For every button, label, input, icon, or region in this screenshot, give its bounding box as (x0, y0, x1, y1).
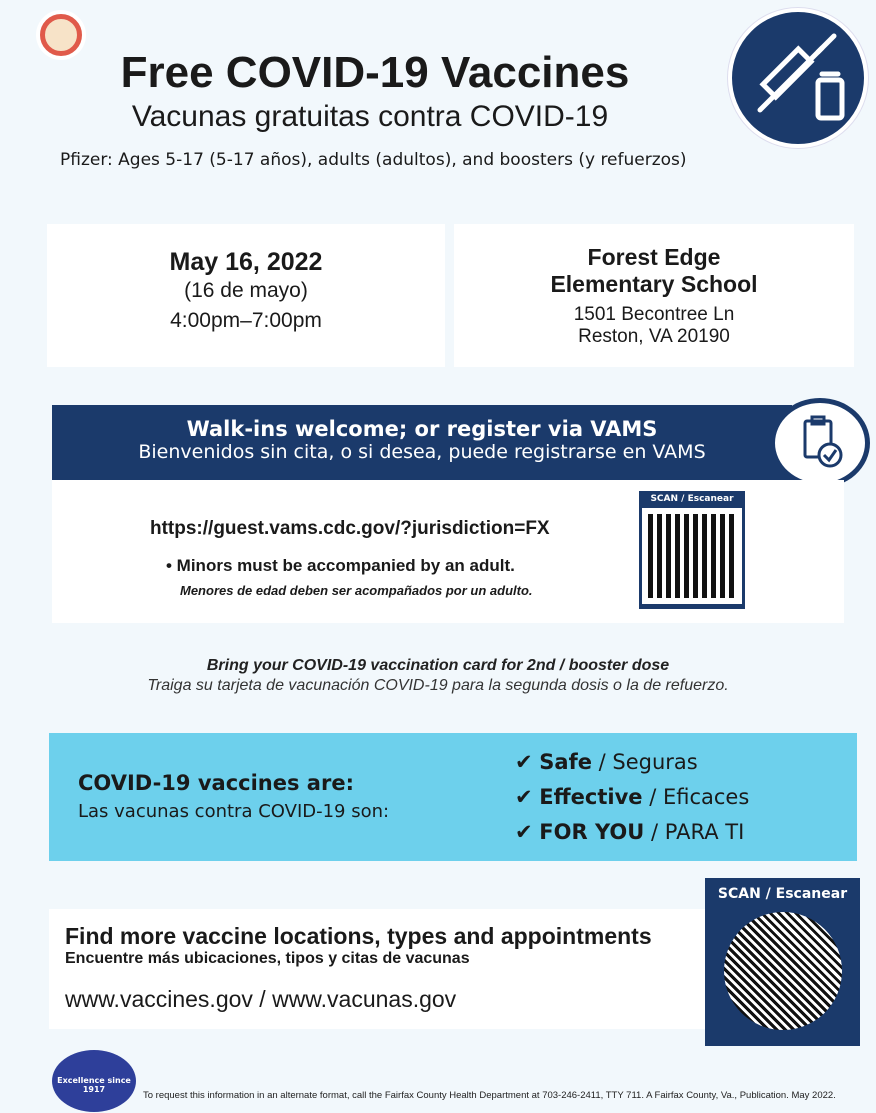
pfizer-eligibility: Pfizer: Ages 5-17 (5-17 años), adults (adultos), and boosters (y refuerzos) (60, 150, 687, 170)
benefit-for-you: ✔ FOR YOU / PARA TI (515, 820, 745, 844)
footer-note: To request this information in an alternate format, call the Fairfax County Health Department at 703-246-2411, TTY 711. A Fairfax County, Va., Publication. May 2022. (143, 1090, 836, 1101)
location-card (454, 224, 854, 367)
vams-link[interactable]: https://guest.vams.cdc.gov/?jurisdiction=FX (150, 518, 550, 539)
clipboard-check-icon (770, 398, 870, 488)
syringe-vial-icon (728, 8, 868, 148)
health-department-accreditation-badge: Excellence since 1917 (52, 1050, 136, 1112)
check-icon: ✔ (515, 750, 533, 774)
school-name-1: Forest Edge (587, 244, 721, 270)
vaccines-are-title: COVID-19 vaccines are: (78, 771, 354, 795)
date-card (47, 224, 445, 367)
qr-code-image (724, 912, 842, 1030)
address-line-1: 1501 Becontree Ln (573, 304, 735, 325)
register-banner (52, 405, 792, 480)
vaccines-are-title-es: Las vacunas contra COVID-19 son: (78, 801, 390, 822)
find-more-panel (49, 909, 709, 1029)
vaccines-gov-links[interactable]: www.vaccines.gov / www.vacunas.gov (65, 986, 457, 1012)
bring-card-en: Bring your COVID-19 vaccination card for 2nd / booster dose (206, 657, 670, 674)
benefit-effective: ✔ Effective / Eficaces (515, 785, 750, 809)
event-date-es: (16 de mayo) (184, 279, 308, 302)
address-line-2: Reston, VA 20190 (578, 326, 730, 347)
qr-code-image (642, 508, 742, 604)
page-title: Free COVID-19 Vaccines (120, 48, 630, 97)
scan-label: SCAN / Escanear (717, 886, 848, 902)
check-icon: ✔ (515, 785, 533, 809)
register-title-es: Bienvenidos sin cita, o si desea, puede registrarse en VAMS (138, 441, 706, 463)
school-name-2: Elementary School (550, 271, 758, 297)
minors-note-es: Menores de edad deben ser acompañados por un adulto. (180, 583, 533, 598)
bring-card-es: Traiga su tarjeta de vacunación COVID-19 para la segunda dosis o la de refuerzo. (147, 677, 729, 694)
check-icon: ✔ (515, 820, 533, 844)
page-subtitle: Vacunas gratuitas contra COVID-19 (131, 100, 609, 133)
event-date: May 16, 2022 (169, 248, 323, 276)
vams-qr-code[interactable] (639, 491, 745, 609)
register-title: Walk-ins welcome; or register via VAMS (186, 417, 658, 441)
minors-note: • Minors must be accompanied by an adult. (166, 556, 515, 575)
find-title-es: Encuentre más ubicaciones, tipos y citas de vacunas (65, 950, 470, 967)
vaccines-gov-qr-code[interactable] (705, 878, 860, 1046)
bring-card-note (0, 657, 876, 695)
scan-label: SCAN / Escanear (650, 494, 734, 504)
benefit-safe: ✔ Safe / Seguras (515, 750, 698, 774)
find-title: Find more vaccine locations, types and appointments (65, 923, 652, 949)
event-time: 4:00pm–7:00pm (170, 309, 322, 332)
vaccines-are-box (49, 733, 857, 861)
